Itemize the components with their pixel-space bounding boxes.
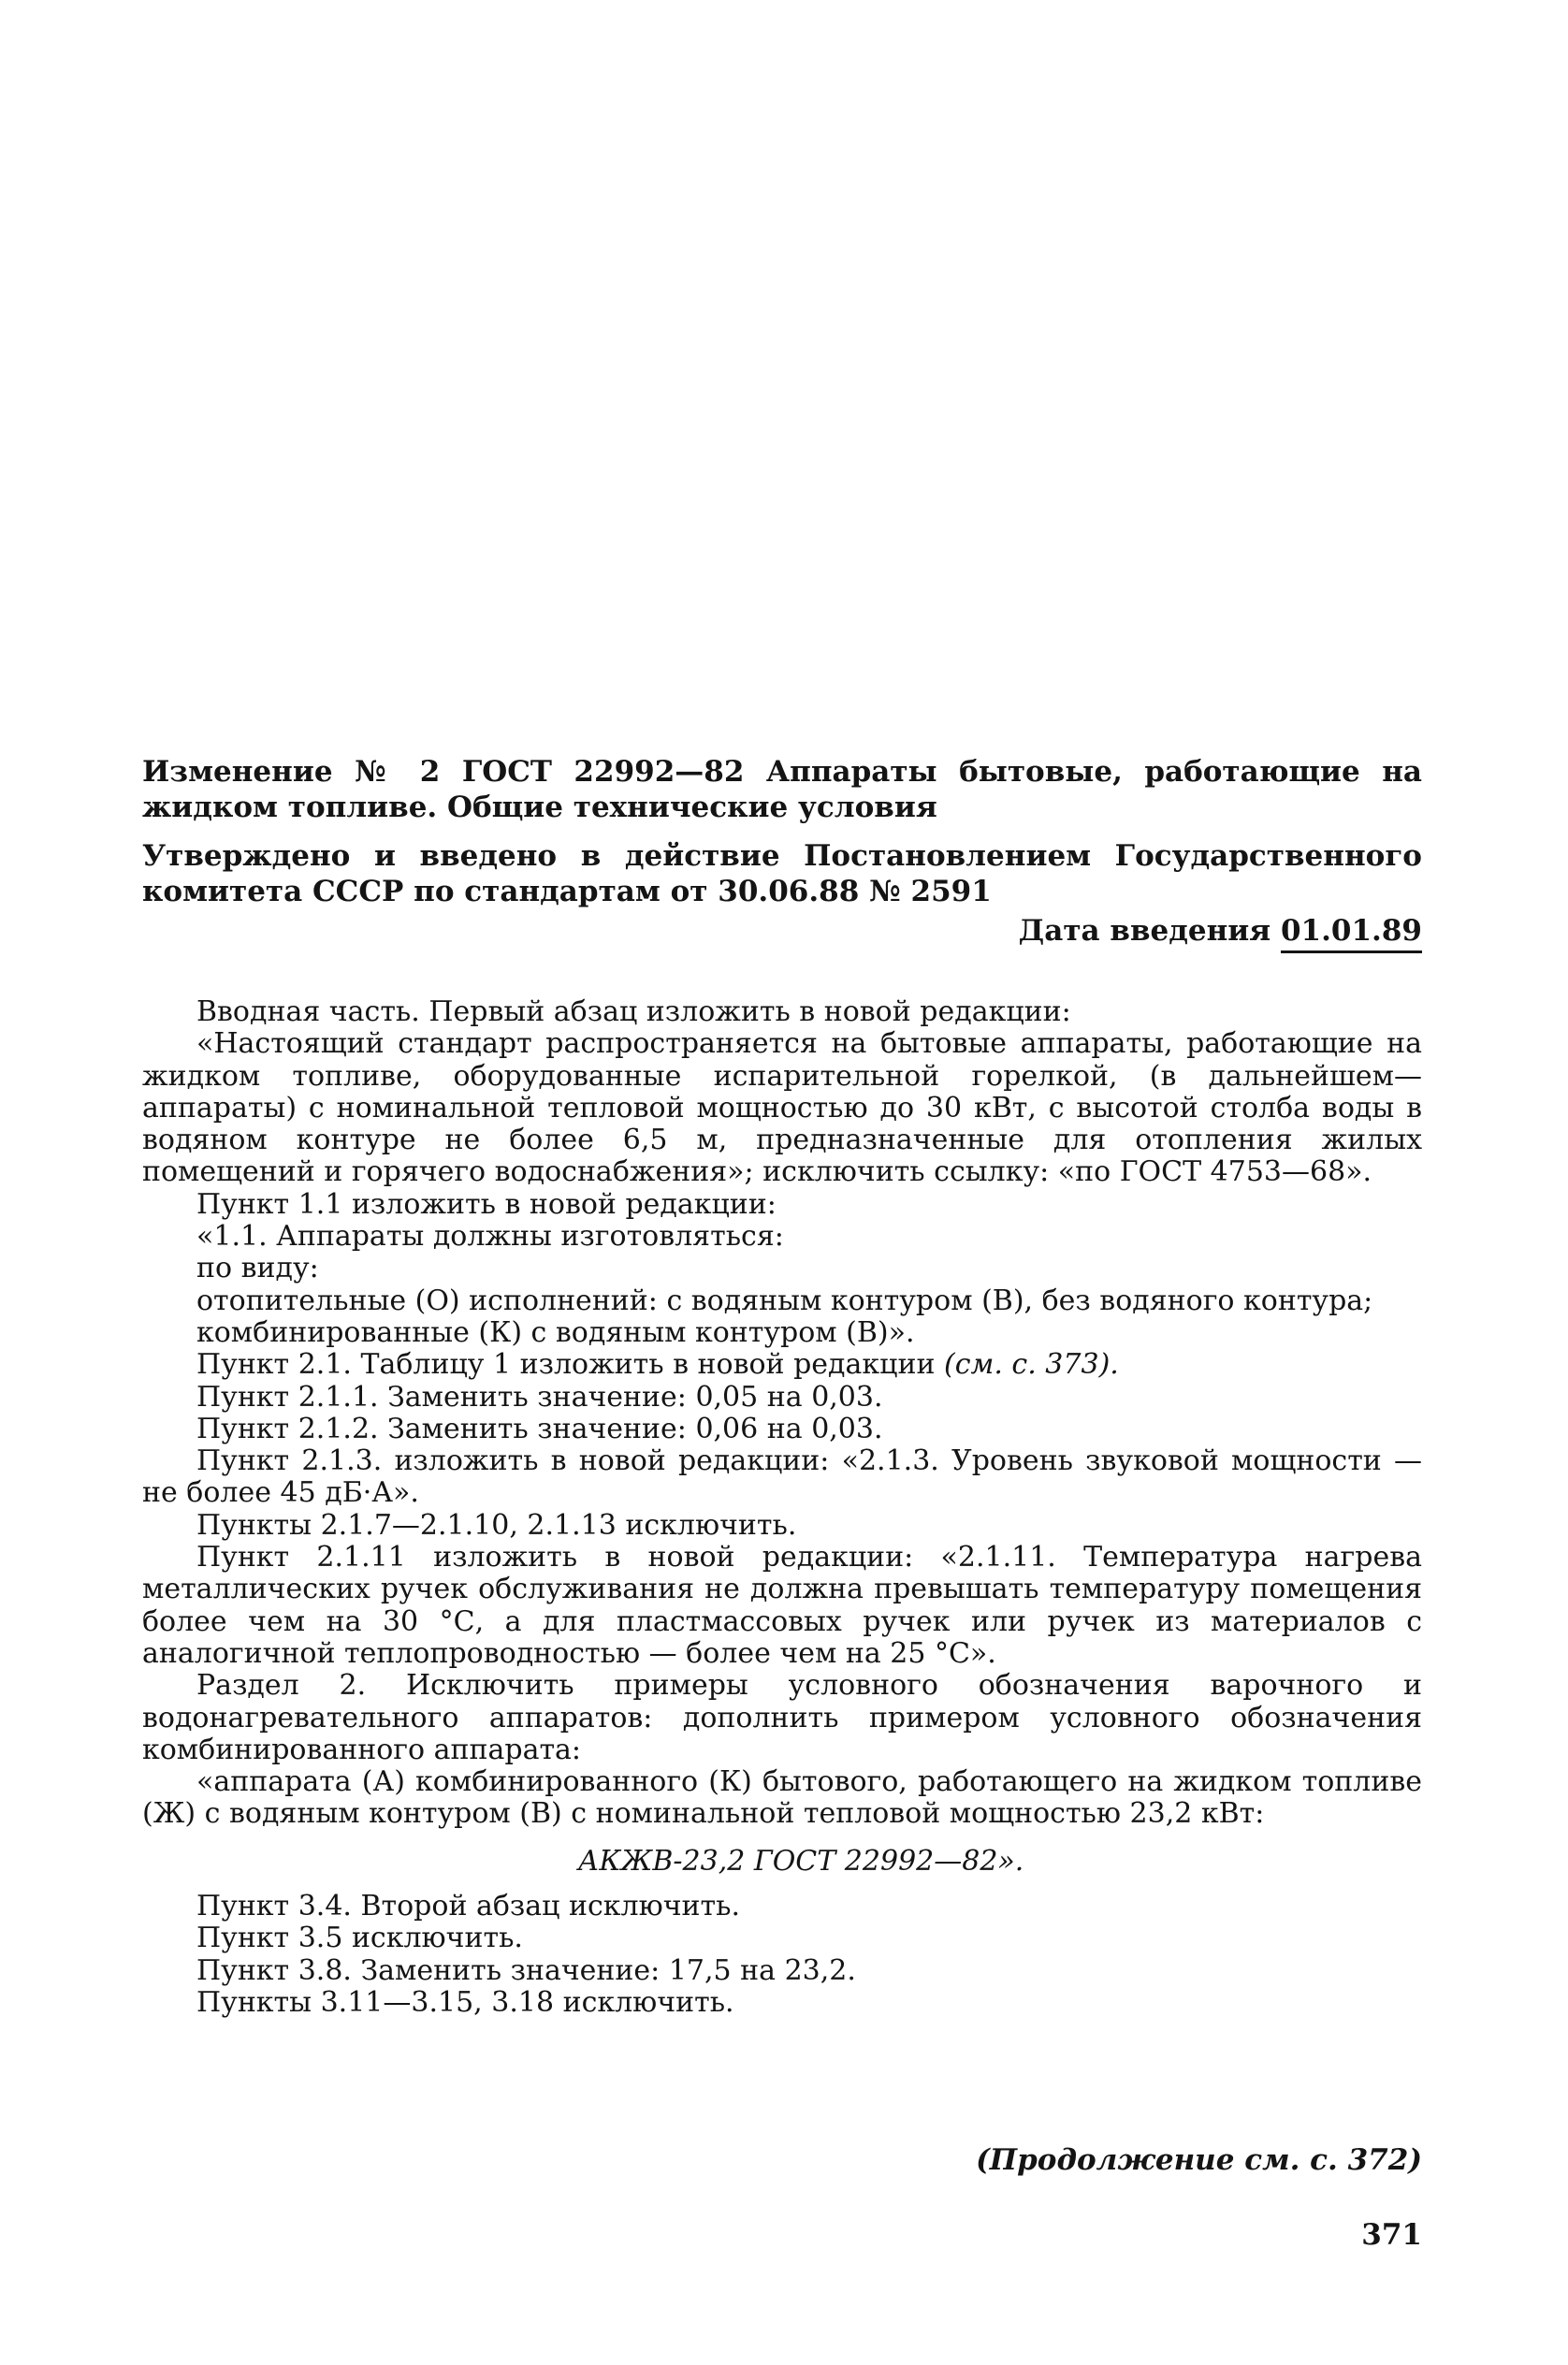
paragraph: комбинированные (К) с водяным контуром (В)». <box>196 1315 915 1349</box>
page-number: 371 <box>1361 2218 1422 2252</box>
paragraph-table-ref <box>142 1349 1422 1381</box>
paragraph: «1.1. Аппараты должны изготовляться: <box>196 1220 784 1254</box>
document-header <box>142 754 1422 2019</box>
designation-example: АКЖВ-23,2 ГОСТ 22992—82». <box>577 1844 1024 1878</box>
paragraph: Пункты 2.1.7—2.1.10, 2.1.13 исключить. <box>196 1508 797 1542</box>
amendment-body <box>142 996 1422 2019</box>
effective-date-value: 01.01.89 <box>1281 913 1422 953</box>
paragraph: Пункт 2.1.3. изложить в новой редакции: «2.1.3. Уровень звуковой мощности — не более 45 дБ·А». <box>142 1444 1422 1510</box>
paragraph: по виду: <box>196 1252 319 1285</box>
paragraph: «аппарата (А) комбинированного (К) бытового, работающего на жидком топливе (Ж) с водяным контуром (В) с номинальной тепловой мощностью 23,2 кВт: <box>142 1765 1422 1831</box>
paragraph: Пункт 2.1.1. Заменить значение: 0,05 на 0,03. <box>196 1380 883 1414</box>
paragraph: Пункт 2.1.11 изложить в новой редакции: «2.1.11. Температура нагрева металлических ручек обслуживания не должна превышать температуру помещения более чем на 30 °С, а для пластмассовых ручек или ручек из материалов с аналогичной теплопроводностью — более чем на 25 °С». <box>142 1541 1422 1670</box>
approval-statement: Утверждено и введено в действие Постановлением Государственного комитета СССР по стандартам от 30.06.88 № 2591 <box>142 839 1422 908</box>
effective-date <box>142 913 1422 953</box>
paragraph: Раздел 2. Исключить примеры условного обозначения варочного и водонагревательного аппаратов: дополнить примером условного обозначения комбинированного аппарата: <box>142 1669 1422 1766</box>
continuation-note: (Продолжение см. с. 372) <box>976 2143 1422 2177</box>
effective-date-label: Дата введения <box>1018 914 1271 948</box>
paragraph: Пункт 3.8. Заменить значение: 17,5 на 23,2. <box>196 1953 856 1987</box>
paragraph: Пункт 3.4. Второй абзац исключить. <box>196 1890 741 1923</box>
amendment-title: Изменение № 2 ГОСТ 22992—82 Аппараты бытовые, работающие на жидком топливе. Общие технические условия <box>142 755 1422 824</box>
paragraph: отопительные (О) исполнений: с водяным контуром (В), без водяного контура; <box>196 1284 1373 1317</box>
page-reference: (см. с. 373). <box>943 1348 1119 1382</box>
paragraph-text: Пункт 2.1. Таблицу 1 изложить в новой редакции <box>196 1348 936 1382</box>
paragraph: Пункты 3.11—3.15, 3.18 исключить. <box>196 1985 734 2019</box>
paragraph: «Настоящий стандарт распространяется на бытовые аппараты, работающие на жидком топливе, оборудованные испарительной горелкой, (в дальнейшем— аппараты) с номинальной тепловой мощностью до 30 кВт, с высотой столба воды в водяном контуре не более 6,5 м, предназначенные для отопления жилых помещений и горячего водоснабжения»; исключить ссылку: «по ГОСТ 4753—68». <box>142 1027 1422 1189</box>
paragraph: Пункт 3.5 исключить. <box>196 1922 523 1955</box>
paragraph: Пункт 2.1.2. Заменить значение: 0,06 на 0,03. <box>196 1412 883 1445</box>
paragraph: Вводная часть. Первый абзац изложить в новой редакции: <box>196 995 1071 1028</box>
paragraph: Пункт 1.1 изложить в новой редакции: <box>196 1187 777 1221</box>
